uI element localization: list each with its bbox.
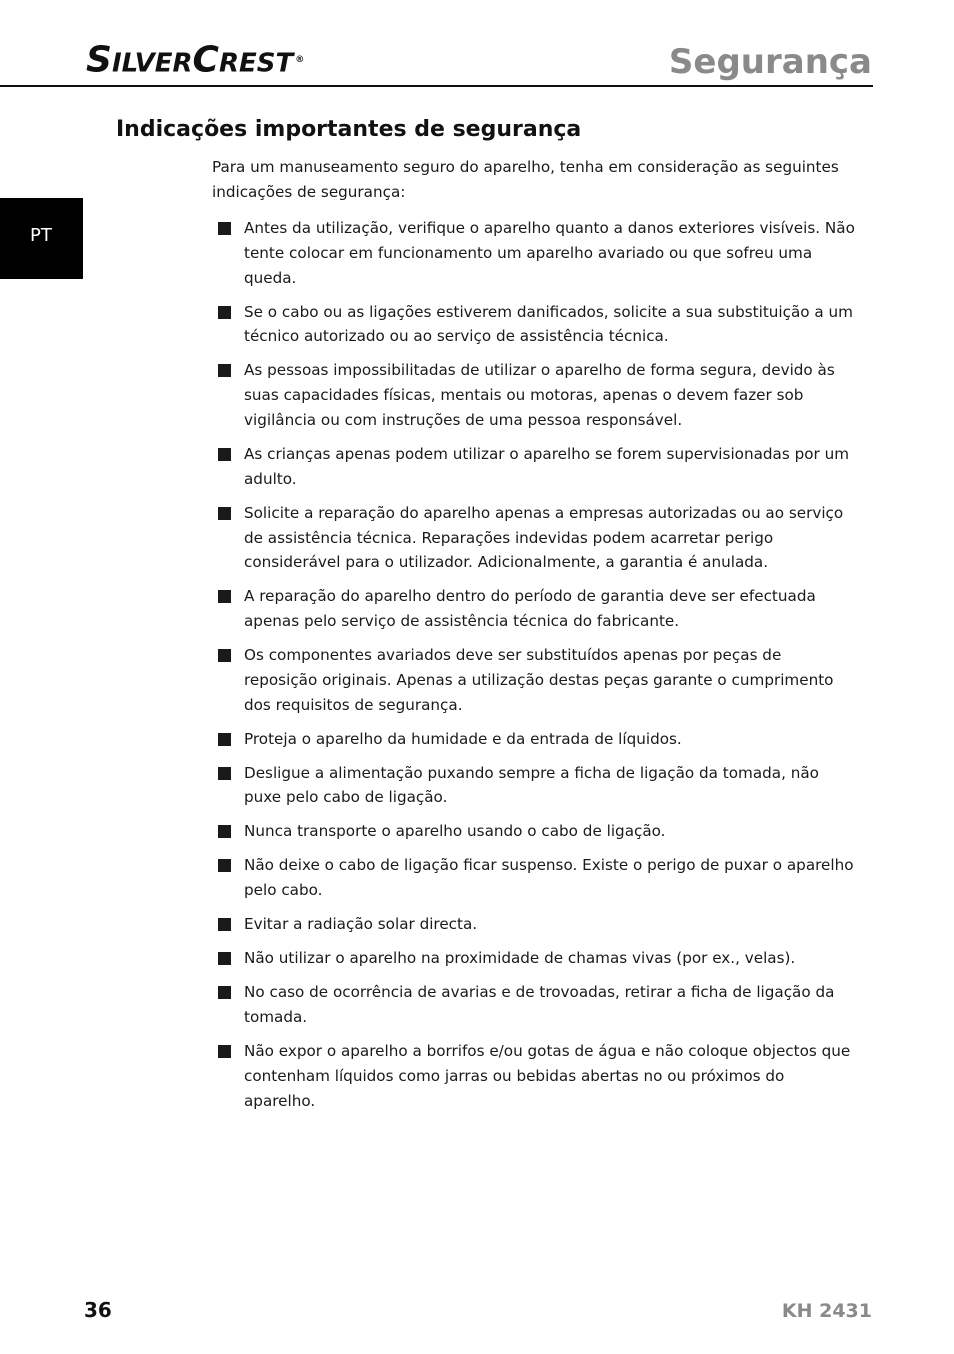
header-divider (0, 85, 873, 87)
bullet-square-icon (218, 986, 231, 999)
list-item-text: Não deixe o cabo de ligação ficar suspenso. Existe o perigo de puxar o aparelho pelo cabo. (244, 856, 854, 900)
bullet-square-icon (218, 733, 231, 746)
bullet-square-icon (218, 1045, 231, 1058)
brand-logo: SILVERCREST ® (86, 39, 305, 81)
bullet-square-icon (218, 306, 231, 319)
list-item (218, 727, 858, 752)
bullet-square-icon (218, 448, 231, 461)
list-item-text: No caso de ocorrência de avarias e de trovoadas, retirar a ficha de ligação da tomada. (244, 983, 835, 1026)
list-item (218, 216, 858, 290)
bullet-square-icon (218, 859, 231, 872)
list-item (218, 853, 858, 903)
model-number: KH 2431 (781, 1300, 872, 1322)
list-item (218, 980, 858, 1030)
list-item-text: A reparação do aparelho dentro do período de garantia deve ser efectuada apenas pelo serviço de assistência técnica do fabricante. (244, 587, 816, 631)
list-item (218, 1039, 858, 1113)
bullet-square-icon (218, 364, 231, 377)
list-item (218, 819, 858, 844)
safety-list (218, 216, 858, 1123)
bullet-square-icon (218, 918, 231, 931)
list-item-text: Evitar a radiação solar directa. (244, 915, 478, 934)
list-item-text: Se o cabo ou as ligações estiverem danificados, solicite a sua substituição a um técnico autorizado ou ao serviço de assistência técnica. (244, 302, 853, 346)
list-item (218, 300, 858, 350)
bullet-square-icon (218, 952, 231, 965)
list-item-text: Não utilizar o aparelho na proximidade de chamas vivas (por ex., velas). (244, 949, 796, 968)
list-item-text: Proteja o aparelho da humidade e da entrada de líquidos. (244, 729, 682, 748)
language-tab-label: PT (30, 225, 52, 246)
bullet-square-icon (218, 507, 231, 520)
list-item-text: As pessoas impossibilitadas de utilizar o aparelho de forma segura, devido às suas capacidades físicas, mentais ou motoras, apenas o devem fazer sob vigilância ou com instruções de uma pessoa responsável. (244, 361, 835, 429)
list-item-text: As crianças apenas podem utilizar o aparelho se forem supervisionadas por um adulto. (244, 444, 850, 488)
list-item-text: Não expor o aparelho a borrifos e/ou gotas de água e não coloque objectos que contenham líquidos como jarras ou bebidas abertas no ou próximos do aparelho. (244, 1041, 851, 1110)
list-item-text: Os componentes avariados deve ser substituídos apenas por peças de reposição originais. Apenas a utilização destas peças garante o cumprimento dos requisitos de segurança. (244, 646, 834, 714)
bullet-square-icon (218, 649, 231, 662)
list-item (218, 761, 858, 811)
list-item (218, 912, 858, 937)
bullet-square-icon (218, 825, 231, 838)
list-item (218, 946, 858, 971)
list-item (218, 442, 858, 492)
list-item-text: Solicite a reparação do aparelho apenas a empresas autorizadas ou ao serviço de assistência técnica. Reparações indevidas podem acarretar perigo considerável para o utilizador. Adicionalmente, a garantia é anulada. (244, 503, 844, 572)
intro-paragraph: Para um manuseamento seguro do aparelho, tenha em consideração as seguintes indicações de segurança: (212, 158, 839, 201)
page-number: 36 (84, 1298, 112, 1322)
list-item (218, 643, 858, 717)
bullet-square-icon (218, 222, 231, 235)
list-item (218, 358, 858, 432)
list-item (218, 584, 858, 634)
language-tab (0, 198, 83, 279)
bullet-square-icon (218, 767, 231, 780)
list-item-text: Antes da utilização, verifique o aparelho quanto a danos exteriores visíveis. Não tente colocar em funcionamento um aparelho avariado ou que sofreu uma queda. (244, 219, 855, 287)
section-title: Segurança (668, 42, 872, 82)
bullet-square-icon (218, 590, 231, 603)
list-item-text: Desligue a alimentação puxando sempre a ficha de ligação da tomada, não puxe pelo cabo de ligação. (244, 763, 819, 807)
page-heading: Indicações importantes de segurança (116, 117, 582, 142)
list-item (218, 501, 858, 575)
list-item-text: Nunca transporte o aparelho usando o cabo de ligação. (244, 822, 666, 841)
